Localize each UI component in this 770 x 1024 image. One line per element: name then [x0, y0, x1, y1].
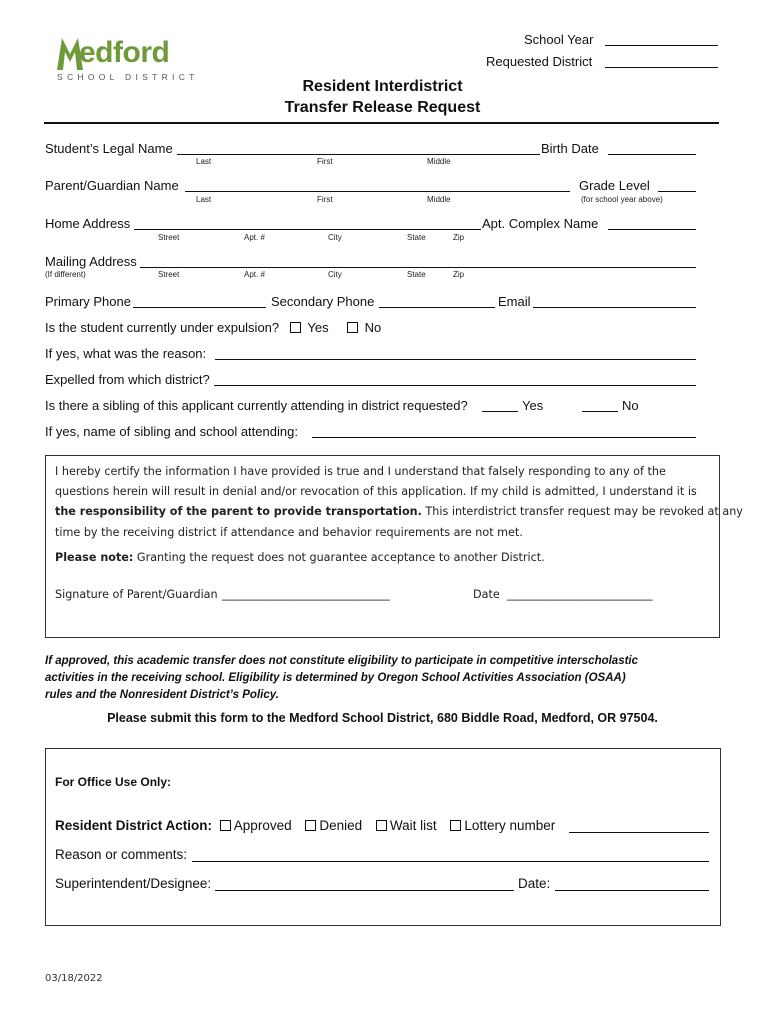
approved-label: Approved	[233, 818, 292, 833]
please-note	[55, 551, 545, 564]
parent-name-label: Parent/Guardian Name	[45, 178, 179, 193]
mailing-address-field[interactable]	[140, 267, 696, 268]
mailing-city-sublabel: City	[328, 270, 342, 279]
secondary-phone-label: Secondary Phone	[271, 294, 375, 309]
student-last-sublabel: Last	[196, 157, 212, 166]
birth-date-field[interactable]	[608, 154, 696, 155]
expulsion-no-option[interactable]	[347, 320, 381, 335]
expelled-from-field[interactable]	[214, 385, 696, 386]
home-apt-sublabel: Apt. #	[244, 233, 265, 242]
sibling-yes-field[interactable]	[482, 411, 518, 412]
denied-label: Denied	[319, 818, 363, 833]
superintendent-label: Superintendent/Designee:	[55, 876, 212, 891]
cert-date-label: Date	[473, 588, 500, 601]
denied-option[interactable]	[305, 818, 362, 833]
home-city-sublabel: City	[328, 233, 342, 242]
home-state-sublabel: State	[407, 233, 426, 242]
sibling-name-field[interactable]	[312, 437, 696, 438]
signature-field[interactable]: ______________________________	[222, 588, 390, 601]
school-year-field[interactable]	[605, 45, 718, 46]
revocation-clause: This interdistrict transfer request may be revoked at any	[421, 505, 743, 519]
parent-middle-sublabel: Middle	[427, 195, 451, 204]
expelled-from-label: Expelled from which district?	[45, 372, 210, 387]
requested-district-field[interactable]	[605, 67, 718, 68]
office-date-label: Date:	[518, 876, 551, 891]
title-line-2: Transfer Release Request	[284, 99, 481, 116]
sibling-no-field[interactable]	[582, 411, 618, 412]
student-name-field[interactable]	[177, 154, 540, 155]
mailing-note: (If different)	[45, 270, 86, 279]
resident-action-label: Resident District Action:	[55, 818, 213, 833]
eligibility-line-2: activities in the receiving school. Eligibility is determined by Oregon School Activities Association (OSAA)	[45, 672, 626, 684]
wait-list-checkbox[interactable]	[376, 820, 387, 831]
home-street-sublabel: Street	[158, 233, 180, 242]
wait-list-option[interactable]	[376, 818, 437, 833]
email-label: Email	[498, 294, 531, 309]
certification-line-2: questions herein will result in denial and/or revocation of this application. If my child is admitted, I understand it is	[55, 485, 697, 499]
student-first-sublabel: First	[317, 157, 333, 166]
reason-label: If yes, what was the reason:	[45, 346, 207, 361]
certification-text	[55, 462, 743, 543]
mailing-zip-sublabel: Zip	[453, 270, 465, 279]
superintendent-field[interactable]	[215, 890, 514, 891]
submit-instruction: Please submit this form to the Medford School District, 680 Biddle Road, Medford, OR 97504.	[107, 711, 658, 725]
form-title	[230, 76, 535, 118]
school-year-label: School Year	[524, 32, 594, 47]
grade-level-note: (for school year above)	[581, 195, 663, 204]
secondary-phone-field[interactable]	[379, 307, 495, 308]
sibling-no-label: No	[622, 398, 639, 413]
office-reason-field[interactable]	[192, 861, 709, 862]
sibling-question: Is there a sibling of this applicant currently attending in district requested?	[45, 398, 468, 413]
mailing-apt-sublabel: Apt. #	[244, 270, 265, 279]
parent-first-sublabel: First	[317, 195, 333, 204]
sibling-yes-label: Yes	[522, 398, 544, 413]
home-address-label: Home Address	[45, 216, 131, 231]
please-note-text: Granting the request does not guarantee acceptance to another District.	[133, 551, 545, 564]
parent-last-sublabel: Last	[196, 195, 212, 204]
lottery-label: Lottery number	[464, 818, 556, 833]
district-logo	[55, 36, 200, 86]
expulsion-yes-checkbox[interactable]	[290, 322, 301, 333]
mailing-state-sublabel: State	[407, 270, 426, 279]
grade-level-label: Grade Level	[579, 178, 650, 193]
certification-line-4: time by the receiving district if attendance and behavior requirements are not met.	[55, 525, 523, 539]
apt-complex-field[interactable]	[608, 229, 696, 230]
reason-field[interactable]	[215, 359, 696, 360]
expulsion-yes-option[interactable]	[290, 320, 329, 335]
transportation-clause: the responsibility of the parent to provide transportation.	[55, 505, 422, 519]
denied-checkbox[interactable]	[305, 820, 316, 831]
title-rule	[44, 122, 719, 124]
expulsion-question: Is the student currently under expulsion?	[45, 320, 280, 335]
mailing-address-label: Mailing Address	[45, 254, 137, 269]
please-note-label: Please note:	[55, 551, 134, 564]
cert-date-field[interactable]: __________________________	[507, 588, 653, 601]
certification-line-1: I hereby certify the information I have provided is true and I understand that falsely responding to any of the	[55, 465, 666, 478]
eligibility-line-1: If approved, this academic transfer does not constitute eligibility to participate in competitive interscholastic	[45, 655, 639, 667]
logo-wordmark: edford	[79, 36, 170, 69]
office-use-heading: For Office Use Only:	[55, 775, 172, 789]
eligibility-note	[45, 653, 638, 704]
expulsion-no-checkbox[interactable]	[347, 322, 358, 333]
approved-checkbox[interactable]	[220, 820, 231, 831]
grade-level-field[interactable]	[658, 191, 696, 192]
wait-list-label: Wait list	[389, 818, 437, 833]
expulsion-yes-label: Yes	[307, 320, 329, 335]
approved-option[interactable]	[220, 818, 292, 833]
parent-name-field[interactable]	[185, 191, 570, 192]
birth-date-label: Birth Date	[541, 141, 599, 156]
office-reason-label: Reason or comments:	[55, 847, 188, 862]
logo-subtitle: SCHOOL DISTRICT	[57, 72, 199, 82]
requested-district-label: Requested District	[486, 54, 593, 69]
title-line-1: Resident Interdistrict	[302, 78, 463, 95]
home-address-field[interactable]	[134, 229, 481, 230]
sibling-name-label: If yes, name of sibling and school attending:	[45, 424, 298, 439]
lottery-number-field[interactable]	[569, 832, 709, 833]
email-field[interactable]	[533, 307, 696, 308]
student-middle-sublabel: Middle	[427, 157, 451, 166]
home-zip-sublabel: Zip	[453, 233, 465, 242]
student-name-label: Student’s Legal Name	[45, 141, 173, 156]
eligibility-line-3: rules and the Nonresident District’s Policy.	[45, 689, 279, 701]
lottery-option[interactable]	[450, 818, 555, 833]
office-date-field[interactable]	[555, 890, 709, 891]
primary-phone-field[interactable]	[133, 307, 266, 308]
signature-label: Signature of Parent/Guardian	[55, 588, 218, 601]
lottery-checkbox[interactable]	[450, 820, 461, 831]
footer-date: 03/18/2022	[45, 973, 103, 984]
resident-action-row	[55, 818, 555, 833]
certification-line-3	[55, 502, 743, 522]
expulsion-no-label: No	[364, 320, 382, 335]
mailing-street-sublabel: Street	[158, 270, 180, 279]
apt-complex-label: Apt. Complex Name	[482, 216, 599, 231]
primary-phone-label: Primary Phone	[45, 294, 131, 309]
